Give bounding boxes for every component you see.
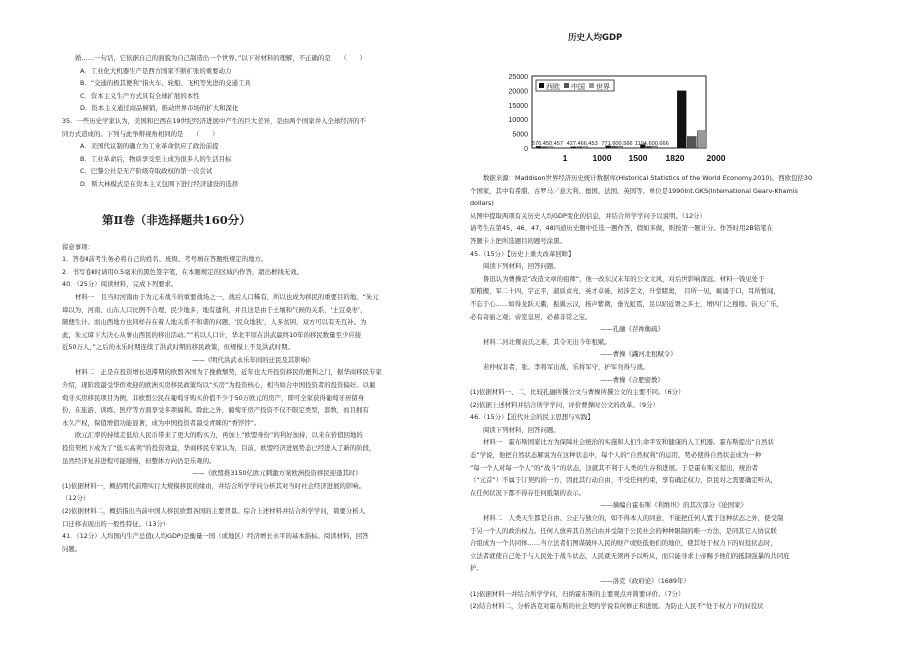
text-line: 答题卡上把所选题目的题号涂黑。 [470, 236, 566, 245]
text-line: 原粮搬，军二十四，字正平，淑质贞亮，英才卓砾，初涉艺文，升堂睹奥， 目所一见，辄诵于口，耳所暂闻， [470, 287, 780, 296]
text-line: (2)依据上述材料并结合所学学问，评价曹操时公文的改革。（9分） [470, 400, 659, 409]
text-line: B．工业革命后，物质享受至上成为很多人的生活目标 [80, 154, 232, 163]
x-tick-label: 1820 [665, 153, 685, 163]
text-line: 永久产权，保值增值功能显著，成为中国投资者最受青睐的“香饽饽”。 [62, 418, 261, 427]
text-line: ——《欧盟推3150亿欧元刺激方案欧洲投资移民迎逢其时》 [192, 469, 362, 478]
legend-label: 西欧 [546, 83, 560, 91]
text-line: 35．一些历史学家认为，美国和巴西在19世纪经济进展中产生的巨大差异，是由两个国家井入全球经济的不 [62, 116, 366, 125]
text-line: 阅读下列材料，回答问题。 [483, 262, 560, 271]
text-line: ——洛克《政府论》（1689年） [600, 577, 690, 585]
text-line: 41．（12分）人均国内生产总值(人均GDP)是衡量一国（或地区）经济增长水平的基本指标。阅读材料，回答 [62, 532, 369, 541]
legend-swatch [589, 83, 594, 88]
right-column [470, 20, 865, 613]
left-column [62, 52, 458, 555]
text-line: (1)依据材料一，概括明代前期实行大规模移民的缘由，并结合所学学问分析其对当时社会经济进展的影响。 [62, 481, 366, 490]
text-line: A．美国代议制的确立为工业革命供应了政治前提 [80, 142, 219, 151]
gdp-chart [470, 20, 865, 172]
question-block-34-35 [62, 52, 458, 191]
section-title: 第Ⅱ卷（非选择题共160分） [102, 212, 251, 227]
text-line: 此，朱元璋下大决心从事山西民的移出活动。”“若以人口计，华北平原在洪武最终10年的移民数量至少应接 [62, 330, 362, 339]
text-line: 必有奇丽之观；帝室皇居，必蓄非常之宝。 [470, 312, 592, 321]
text-line: （12分） [62, 494, 90, 503]
chart-svg [470, 20, 865, 172]
text-line: 在任何状况下都不得存任何抵制的表示。 [470, 488, 586, 497]
x-tick-label: 1 [562, 153, 568, 163]
text-line: (2)结合材料二，分析洛克对霍布斯的社会契约学说有何修正和进展。为防止人民不“处于权力下的奴役状 [470, 602, 764, 611]
text-line: 近50万人，”之后的永乐时期连续了洪武时期的移民政策，但规模上不及洪武时期。 [62, 343, 294, 352]
bar-data-label: 1194.600.666 [634, 141, 669, 147]
text-line: 材料一 霍布斯国家比方为保障社会统治的实施和人们生命平安和健康的人工机器。霍布斯提出“自然状 [483, 438, 774, 447]
x-tick-label: 2000 [706, 153, 726, 163]
text-line: ——曹操《蠲河北租赋令》 [600, 350, 677, 359]
text-line: dollars) [470, 199, 494, 208]
chart-title: 历史人均GDP [568, 33, 623, 43]
text-line: ——孔融《荐祢衡疏》 [600, 325, 664, 334]
text-line: “每一个人对每一个人”的“战斗”的状态，这就其不利于人类的生存和进展。于是霍布斯又提出，统治者 [470, 463, 759, 472]
question-block-41-48 [470, 172, 865, 613]
y-tick-label: 5000 [512, 131, 528, 139]
text-line: B．“交通的极其便利”指火车、轮船、飞机等先进的交通工具 [80, 79, 251, 88]
text-line: (1)依据材料一、二，比较孔融所撰公文与曹操所撰公文的主要不同。（6分） [470, 388, 685, 397]
text-line: 璋以为，河南、山东人口比例不合理，民少地多，地有遗利，并且这是由于土壤和气候的关系，‘土宜桑枣’， [62, 305, 367, 314]
text-line: 45.（15分）【历史上重大改革回眸】 [470, 249, 575, 258]
y-tick-label: 0 [524, 146, 528, 153]
text-line: 介绍，现阶段最受华侨欢迎的欧洲买房移民政策均以“买房”为投资核心，相当如合中国投资者的投资偏好。以葡 [62, 381, 376, 390]
bar-data-label: 427.466.453 [566, 141, 598, 147]
text-line: 份，在旅游、训练、医疗等方面享受多项福利。除此之外，葡萄牙房产投资不仅不限定类型，套数，而且拥有 [62, 406, 369, 415]
y-tick-label: 15000 [508, 102, 528, 110]
text-line: 投资契机下成为了“低买高卖”的投资效益，华商移民专家认为，目前，欧盟经济进展势态已经进入了新的阶段， [62, 444, 376, 453]
y-tick-label: 20000 [508, 88, 528, 96]
text-line: 40．（25分）阅读材料，完成下列要求。 [62, 280, 178, 289]
text-line: 于另一个人的政治权力。任何人放弃其自然自由并受制于公民社会的种种限制的唯一方法，是同其它人协议联 [470, 526, 777, 535]
text-line: 萄牙买房移民项目为例，非欧盟公民在葡萄牙购买价值不少于50万欧元的房产，即可全家获得葡萄牙居留身 [62, 393, 365, 402]
text-line: ——《明代洪武永乐年间的迁民及其影响》 [192, 355, 314, 364]
text-line: 材料二河北罹袁氏之难，其令无出今年租赋。 [483, 337, 611, 346]
y-tick-label: 10000 [508, 117, 528, 125]
text-line: 合组成为一个共同体……当立法者们图谋破坏人民的财产或贬低他们的地位，使其处于权力下的奴役状态时， [470, 539, 777, 548]
text-line: 欧元汇率的持续走低给人民币带来了更大的购买力，再加上“欧盟身份”的利好加持，以来在价值回地的 [75, 431, 363, 440]
text-line: (1)依据材料一并结合所学学问，归纳霍布斯的主要观点并简要评价。（7分） [470, 589, 685, 598]
text-line: 态”学说，他把自然状态解说为在这种状态中，每个人的“自然权利”的运用，势必使得自然状态成为一种 [470, 451, 762, 460]
text-line: 鲁迅认为曹操是“改造文章的祖师”，他一改东汉末年的公文文风，对后世影响深远。材料一钱见处于 [483, 274, 765, 283]
text-line: 不忘于心……如得龙跃天衢，振翼云汉，扬声紫微，垂光虹霓，足以昭近署之多士，增四门之穆穆。钧天广乐， [470, 299, 784, 308]
text-line: 材料一 且当时河南由于为元末战斗的重要战场之一，战后人口稀有，所以也成为移民的重要目的地。“朱元 [75, 292, 379, 301]
text-line: 2．书写卷Ⅱ时请用0.5毫米的黑色签字笔，在本题规定的区域内作答，超出框线无效。 [62, 267, 304, 276]
text-line: 问题。 [62, 544, 82, 553]
bar [687, 136, 696, 148]
bar-data-label: 576.450.457 [531, 141, 563, 147]
text-line: 阅读下列材料，回答问题。 [483, 425, 560, 434]
text-line: 同方式造成的。下列与此争辩视角相同的是 （ ） [62, 129, 219, 138]
text-line: C．巴黎公社是无产阶级夺取政权的第一次尝试 [80, 167, 213, 176]
text-line: 颇便生计。而山西地方也同样存在着人地关系不和谐的问题，‘民众地狭’，人多贫困，双方可以有无互补。为 [62, 318, 367, 327]
x-tick-label: 1000 [592, 153, 612, 163]
text-line: 从图中提取两项有关历史人均GDP变化的信息，并结合所学学问予以说明。（12分） [470, 211, 706, 220]
bar [697, 131, 706, 148]
text-line: 请考生在第45、46、47、48四道历史题中任选一题作答，假如多做，则按第一题计分。作答时用2B铅笔在 [470, 224, 773, 233]
text-line: D．资本主义通过商品倾销，推动世界市场的扩大和深化 [80, 104, 239, 113]
text-line: ——曹操《合肥密教》 [600, 375, 664, 384]
text-line: 若仲权非者，张、李将军出战，乐将军守，护军勿得与战。 [483, 362, 650, 371]
text-line: 数据来源：Maddison世界经济历史统计数据库(Historical Statistics of the World Economy.2010)。西欧包括30 [483, 174, 813, 182]
bar [677, 91, 686, 148]
text-line: 材料二 正是在投资增长迟滞期的欧盟各国为了挽救颓势，近年也大开投资移民的便利之门，据华商移民专家 [75, 368, 382, 377]
text-line: 个国家，其中有希腊、古罗马／意大利、德国、法国、英国等。单位是1990Int.GKS(Intemational Gearv-Khamis [470, 186, 798, 195]
text-line: ——摘编自霍布斯《利维坦》的其次部分《论国家》 [600, 501, 747, 510]
text-line: 1．答卷Ⅱ前考生务必将自己的姓名、班级、考号填在答题纸规定的地方。 [62, 255, 268, 264]
text-line: 婚……一句话，它依据自己的面貌为自己制造出一个世界。”以下对材料的理解，不正确的是 （ ） [75, 54, 366, 62]
text-line: （“元首”）不属于订契约的一方，因此其行动自由，不受任何约束，享有确定权力，臣民对之需要确定听从， [470, 476, 777, 485]
text-line: A．工业化大机器生产是西方国家不断扩张的重要动力 [80, 66, 232, 75]
text-line: 口迁移表现出的一般性特征。（13分） [62, 519, 170, 528]
text-line: (2)依据材料二，概括指出当前中国人移民欧盟各国的主要背景。综合上述材料并结合所学学问，简要分析人 [62, 507, 366, 515]
text-line: C．资本主义生产方式具有全球扩展的本性 [80, 91, 200, 100]
text-line: 46.（15分）【近代社会的民主思想与实践】 [470, 413, 594, 422]
text-line: 护。 [470, 564, 483, 573]
bar-data-label: 771.600.566 [601, 141, 633, 147]
text-line: 立法者就使自己处于与人民处于战斗状态，人民就无须再予以听从，而只能寻求上帝赐予他们的抵制强暴的共同庇 [470, 551, 790, 560]
text-line: 材料二 人类天生都是自由、公正与独立的，如不得本人的同意，不能把任何人置于这种状态之外，使受制 [483, 514, 784, 523]
text-line: D．斯大林模式是在资本主义包围下进行经济建设的选择 [80, 179, 239, 188]
text-line: 留意事项： [62, 242, 94, 251]
legend-label: 世界 [596, 83, 610, 91]
x-tick-label: 1500 [628, 153, 648, 163]
legend-label: 中国 [571, 83, 585, 91]
text-line: 虽然经济复苏进程可能缓慢，但整体方向仍是乐观的。 [62, 456, 216, 465]
legend-swatch [539, 83, 544, 88]
y-tick-label: 25000 [508, 74, 528, 81]
question-block-40-41 [62, 241, 458, 556]
legend-swatch [564, 83, 569, 88]
